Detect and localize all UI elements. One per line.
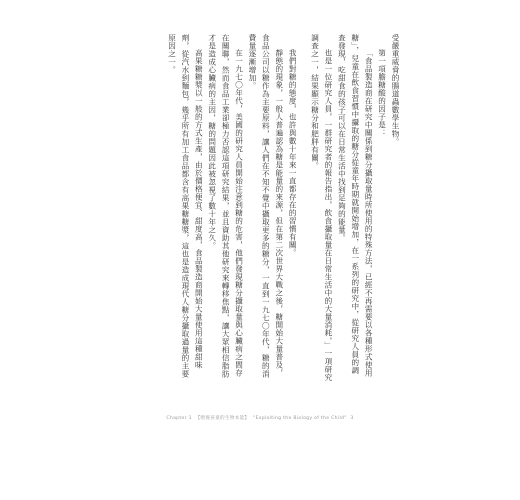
- paragraph-7: 在一九七〇年代，美國的研究人員開始注意到糖的危害，他們發現糖分攝取量與心臟病之間存在關聯，然而食品工業卻極力否認這項研究結果，並且資助其他研究來轉移焦點，讓大眾相信脂肪才是造成心臟病的主因，糖的問題因此被忽視了數十年之久。: [207, 34, 244, 378]
- paragraph-5: 我們對糖的態度，也許與數十年來一直都存在的習慣有關。: [288, 49, 298, 258]
- vertical-body-text: [165, 34, 402, 382]
- footer-chapter: Chapter 1: [166, 416, 192, 421]
- footer-title-zh: 【喂養孩童的生物本能】: [195, 416, 250, 421]
- paragraph-1: 受嚴重威脅的腸道蟲數學生物。: [391, 34, 400, 146]
- footer-title-en: "Exploiting the Biology of the Child": [253, 416, 347, 421]
- running-footer: [0, 415, 520, 421]
- paragraph-4: 也是一位研究人員，一群研究者的報告指出，飲食攝取量在日常生活中的大量消耗，」一項研究調查之一，結果顯示糖分和肥胖有關。: [310, 34, 333, 382]
- paragraph-2: 第一項膽糖酸的因子是：: [377, 49, 387, 138]
- footer-page-number: 3: [350, 416, 354, 421]
- paragraph-6: 靜態的現象，一般人普遍認為糖是能量的來源，但在第二次世界大戰之後，糖開始大量普及，食品公司以糖作為主要原料，讓人們在不知不覺中攝取更多的糖分，一直到一九七〇年代，糖的消費量逐漸增加。: [247, 34, 284, 378]
- paragraph-8: 高果糖糖漿以一般的方式生產，由於價格便宜、甜度高，食品製造商開始大量使用這種甜味劑，從汽水到麵包，幾乎所有加工食品都含有高果糖糖漿，這也是造成現代人糖分攝取過量的主要原因之一。: [167, 34, 204, 378]
- paragraph-3: 「食品製造商在研究中關係到糖分攝取量時所使用的特殊方法，已經不再需要以各種形式使用糖」，兒童在飲食習慣中攝取的糖分從童年時期就開始增加，在一系列的研究中，從研究人員的調查發現，吃甜食的孩子可以在日常生活中找到足夠的能量。: [337, 34, 374, 378]
